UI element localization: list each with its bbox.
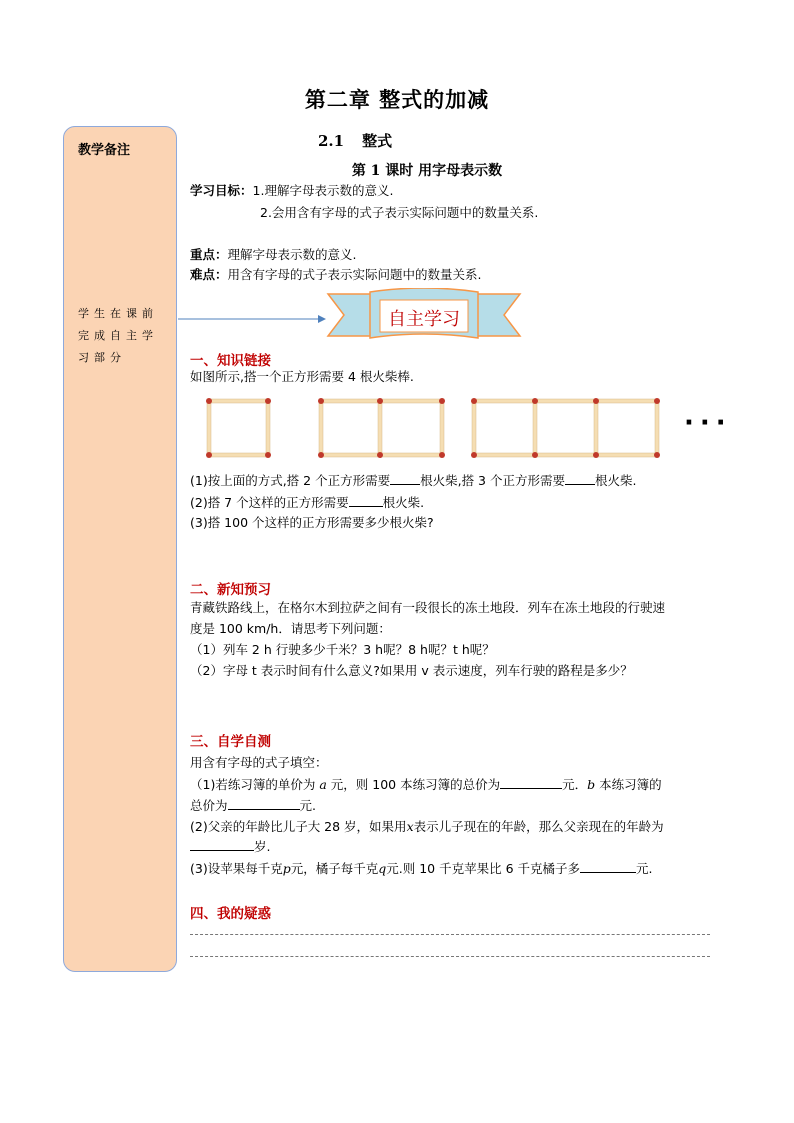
s3q2-text-b: 表示儿子现在的年龄，那么父亲现在的年龄为 (413, 819, 664, 834)
s3q1-text-c: 元． (562, 777, 588, 792)
banner-label: 自主学习 (388, 309, 460, 330)
difficulty-label: 难点： (190, 267, 228, 282)
section3-q1-line2 (190, 797, 316, 815)
section1-q3: (3)搭 100 个这样的正方形需要多少根火柴? (190, 515, 434, 530)
difficulty (190, 266, 482, 284)
ellipsis-dots: ··· (684, 408, 732, 438)
section3-heading: 三、自学自测 (190, 734, 271, 750)
s3q1-text-e: 总价为 (190, 798, 228, 813)
answer-line-2[interactable] (190, 956, 710, 957)
q1-blank-2[interactable] (565, 472, 595, 485)
s3q1-blank-1[interactable] (500, 776, 562, 789)
var-q: q (378, 861, 387, 876)
key-point-label: 重点： (190, 247, 228, 262)
s3q2-blank[interactable] (190, 838, 254, 851)
q1-text-c: 根火柴. (594, 473, 637, 488)
lesson-title: 第 1 课时 用字母表示数 (351, 163, 503, 179)
section2-q1: （1）列车 2 h 行驶多少千米？3 h呢？8 h呢？t h呢？ (190, 642, 495, 657)
sidebar-title: 教学备注 (78, 143, 131, 158)
one-square-figure (206, 398, 271, 458)
two-squares-figure (318, 398, 445, 458)
var-b: b (587, 777, 596, 792)
q1-text-b: 根火柴,搭 3 个正方形需要 (420, 473, 565, 488)
s3q3-text-a: (3)设苹果每千克 (190, 861, 283, 876)
objectives-label: 学习目标： (190, 183, 253, 198)
s3q1-text-f: 元. (299, 798, 316, 813)
section1-q1 (190, 472, 636, 490)
s3q3-text-d: 元. (636, 861, 653, 876)
section-name: 整式 (362, 132, 393, 150)
section3-intro: 用含有字母的式子填空： (190, 755, 328, 770)
s3q2-text-a: (2)父亲的年龄比儿子大 28 岁，如果用 (190, 819, 407, 834)
section2-q2: （2）字母 t 表示时间有什么意义?如果用 v 表示速度，列车行驶的路程是多少？ (190, 663, 633, 678)
q2-text-a: (2)搭 7 个这样的正方形需要 (190, 495, 349, 510)
objectives (190, 182, 393, 200)
section1-q2 (190, 494, 424, 512)
three-squares-figure (471, 398, 660, 458)
sidebar-note: 学生在课前完成自主学习部分 (78, 307, 158, 364)
q1-blank-1[interactable] (390, 472, 420, 485)
pointer-arrow-icon (178, 312, 328, 326)
objective-item-1: 1.理解字母表示数的意义. (252, 183, 394, 198)
s3q1-text-d: 本练习簿的 (599, 777, 662, 792)
teaching-notes-sidebar (63, 126, 177, 972)
s3q3-blank[interactable] (580, 860, 636, 873)
var-x: x (406, 819, 414, 834)
var-a: a (319, 777, 327, 792)
section-title (318, 130, 392, 151)
section1-heading: 一、知识链接 (190, 353, 271, 369)
matchstick-figure (200, 392, 670, 466)
q2-text-b: 根火柴. (382, 495, 425, 510)
section3-q2-line2 (190, 838, 270, 856)
var-p: p (282, 861, 291, 876)
difficulty-text: 用含有字母的式子表示实际问题中的数量关系. (227, 267, 482, 282)
s3q1-text-b: 元，则 100 本练习簿的总价为 (330, 777, 501, 792)
q2-blank[interactable] (349, 494, 383, 507)
q1-text-a: (1)按上面的方式,搭 2 个正方形需要 (190, 473, 391, 488)
answer-line-1[interactable] (190, 934, 710, 935)
section3-q3 (190, 860, 652, 878)
section4-heading: 四、我的疑惑 (190, 906, 271, 922)
section-number: 2.1 (318, 132, 345, 150)
s3q1-text-a: （1)若练习簿的单价为 (190, 777, 316, 792)
section2-p1: 青藏铁路线上，在格尔木到拉萨之间有一段很长的冻土地段．列车在冻土地段的行驶速 (190, 600, 666, 615)
section2-heading: 二、新知预习 (190, 582, 271, 598)
section2-p2: 度是 100 km/h．请思考下列问题： (190, 621, 391, 636)
section1-intro: 如图所示,搭一个正方形需要 4 根火柴棒. (190, 369, 414, 384)
key-point-text: 理解字母表示数的意义. (227, 247, 357, 262)
s3q3-text-c: 元.则 10 千克苹果比 6 千克橘子多 (386, 861, 580, 876)
key-point (190, 246, 357, 264)
objective-item-2: 2.会用含有字母的式子表示实际问题中的数量关系. (260, 205, 539, 220)
s3q3-text-b: 元，橘子每千克 (290, 861, 379, 876)
section3-q2-line1 (190, 818, 664, 836)
s3q2-text-c: 岁. (254, 839, 271, 854)
chapter-title: 第二章 整式的加减 (304, 87, 490, 112)
s3q1-blank-2[interactable] (228, 797, 300, 810)
section3-q1-line1 (190, 776, 662, 794)
